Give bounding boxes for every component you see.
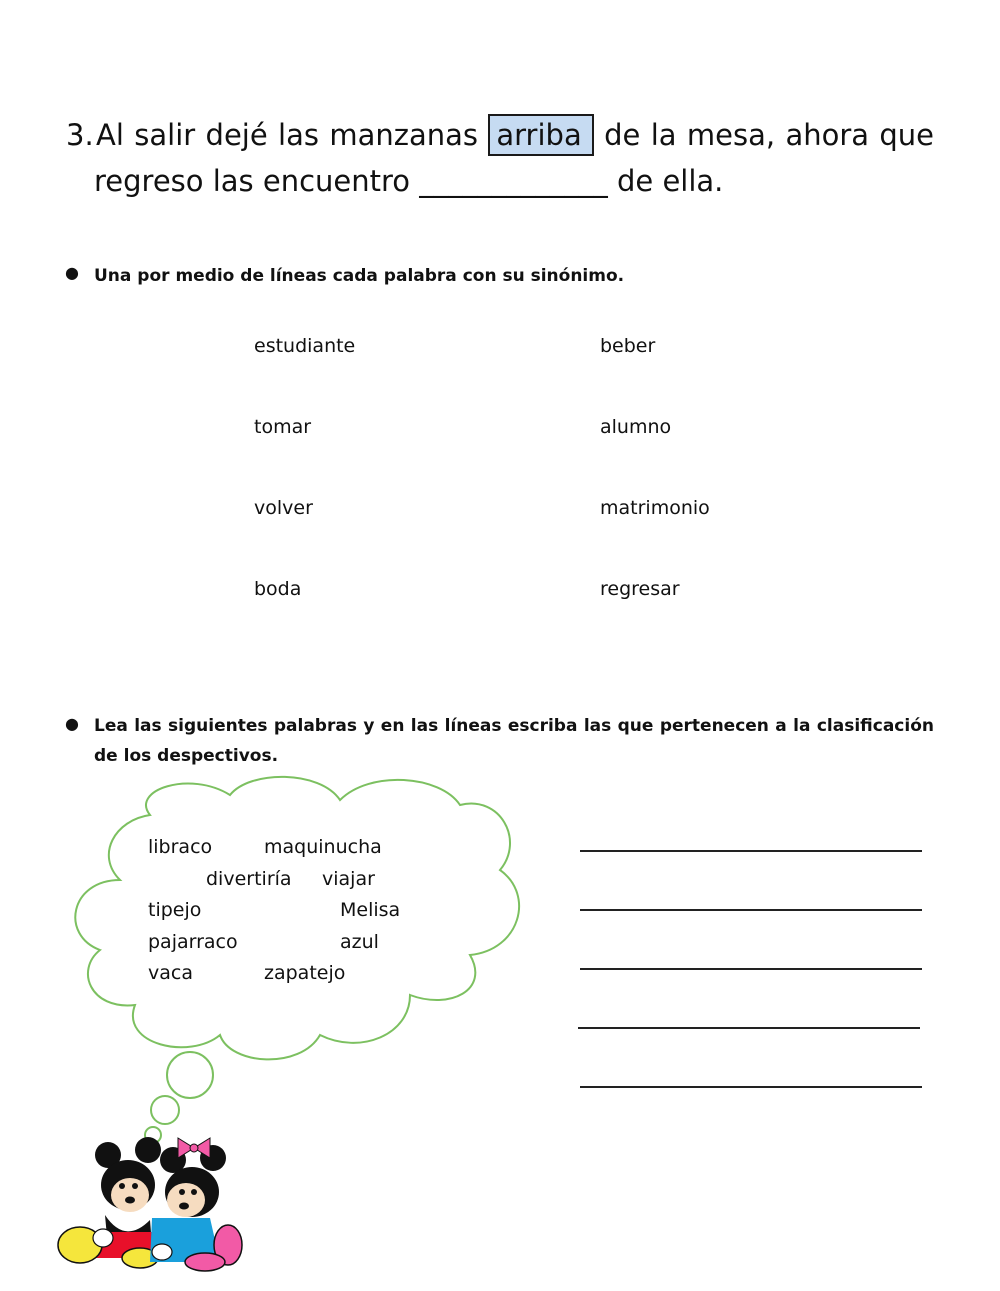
answer-line[interactable] xyxy=(580,1086,922,1088)
left-word[interactable]: estudiante xyxy=(254,335,356,357)
answer-box[interactable]: arriba xyxy=(488,114,593,156)
despectivos-instruction-line2: de los despectivos. xyxy=(94,746,279,766)
cloud-word: zapatejo xyxy=(264,962,346,984)
answer-line[interactable] xyxy=(580,909,922,911)
answer-line[interactable] xyxy=(580,968,922,970)
despectivos-instruction-line1: Lea las siguientes palabras y en las líneas escriba las que pertenecen a la clasificación xyxy=(94,716,934,736)
right-word[interactable]: alumno xyxy=(600,416,672,438)
cloud-word: divertiría xyxy=(206,868,292,890)
answer-line[interactable] xyxy=(578,1027,920,1029)
left-word[interactable]: boda xyxy=(254,578,302,600)
left-word[interactable]: volver xyxy=(254,497,313,519)
mickey-icon xyxy=(58,1137,161,1268)
bullet-icon: ● xyxy=(65,263,79,282)
bullet-icon: ● xyxy=(65,714,79,733)
cloud-word: Melisa xyxy=(340,899,401,921)
right-word[interactable]: beber xyxy=(600,335,656,357)
cloud-icon xyxy=(75,777,519,1143)
cloud-word: libraco xyxy=(148,836,213,858)
right-word[interactable]: regresar xyxy=(600,578,680,600)
cloud-word: azul xyxy=(340,931,379,953)
question-line-2: regreso las encuentro _____________ de ella. xyxy=(94,164,724,198)
question-text-before: Al salir dejé las manzanas xyxy=(96,118,478,152)
synonyms-instruction: Una por medio de líneas cada palabra con su sinónimo. xyxy=(94,266,625,286)
minnie-icon xyxy=(150,1138,242,1271)
cloud-word: viajar xyxy=(322,868,375,890)
question-number: 3. xyxy=(66,118,94,152)
left-word[interactable]: tomar xyxy=(254,416,312,438)
cloud-word: tipejo xyxy=(148,899,202,921)
cloud-word: pajarraco xyxy=(148,931,238,953)
answer-line[interactable] xyxy=(580,850,922,852)
right-word[interactable]: matrimonio xyxy=(600,497,710,519)
question-text-after: de la mesa, ahora que xyxy=(604,118,935,152)
cloud-word: vaca xyxy=(148,962,193,984)
cloud-word: maquinucha xyxy=(264,836,382,858)
